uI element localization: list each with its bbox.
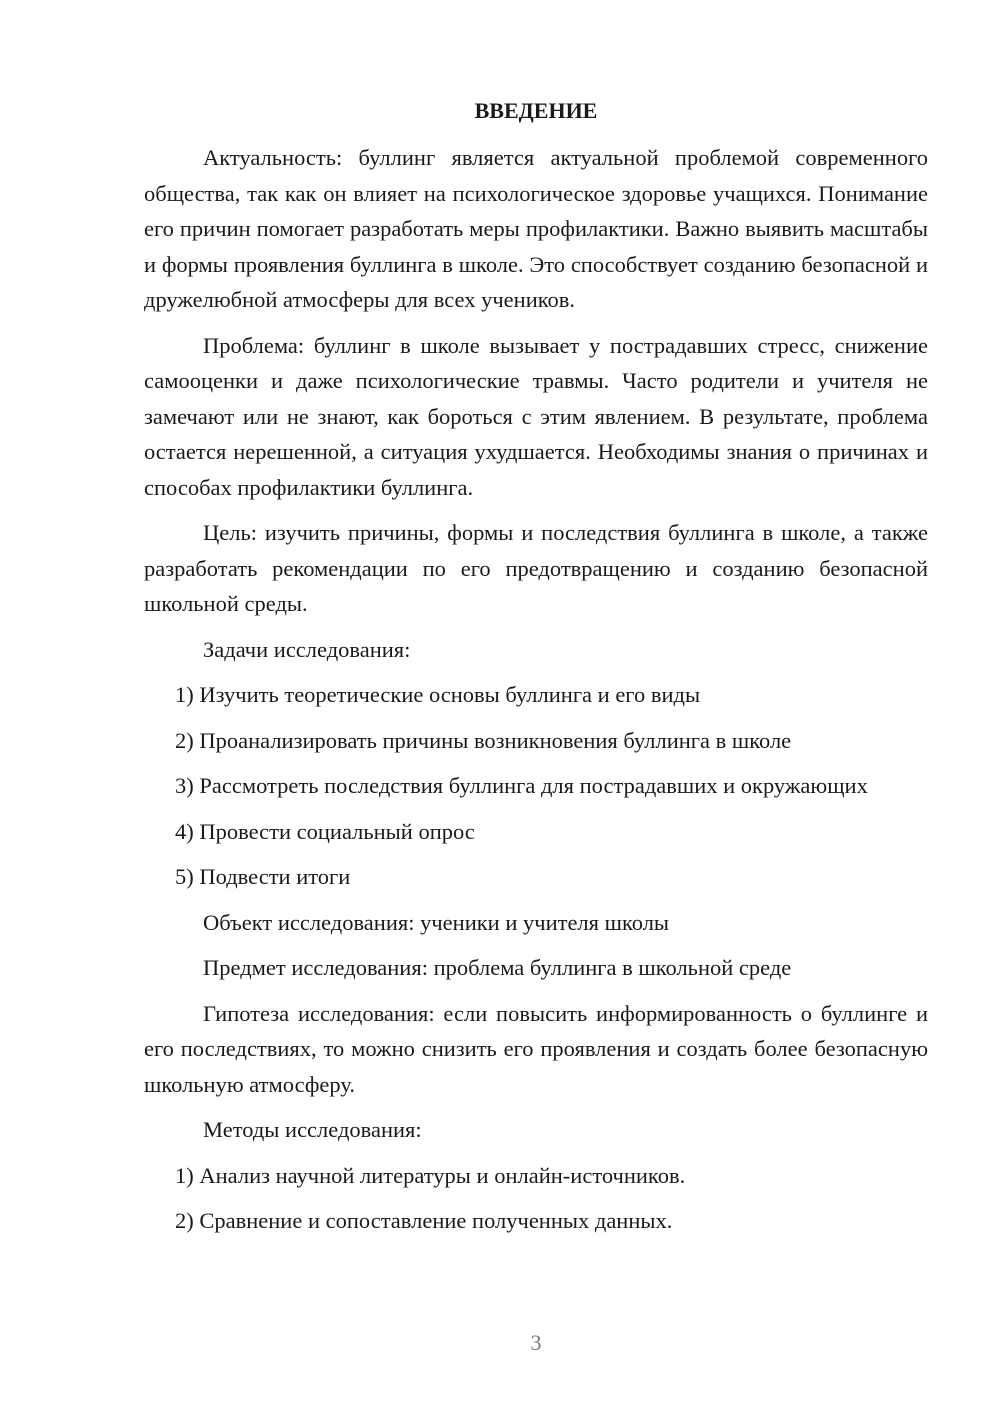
problem-paragraph: Проблема: буллинг в школе вызывает у пострадавших стресс, снижение самооценки и даже психологические травмы. Часто родители и учителя не замечают или не знают, как бороться с этим явлением. В результате, проблема остается нерешенной, а ситуация ухудшается. Необходимы знания о причинах и способах профилактики буллинга.	[144, 332, 928, 500]
methods-heading: Методы исследования:	[203, 1117, 422, 1142]
task-item: 5) Подвести итоги	[175, 864, 351, 889]
goal-paragraph: Цель: изучить причины, формы и последствия буллинга в школе, а также разработать рекомендации по его предотвращению и созданию безопасной школьной среды.	[144, 520, 928, 616]
relevance-paragraph: Актуальность: буллинг является актуальной проблемой современного общества, так как он влияет на психологическое здоровье учащихся. Понимание его причин помогает разработать меры профилактики. Важно выявить масштабы и формы проявления буллинга в школе. Это способствует созданию безопасной и дружелюбной атмосферы для всех учеников.	[144, 145, 928, 312]
method-item: 2) Сравнение и сопоставление полученных данных.	[175, 1208, 673, 1233]
method-item: 1) Анализ научной литературы и онлайн-источников.	[175, 1162, 686, 1188]
task-item: 3) Рассмотреть последствия буллинга для пострадавших и окружающих	[175, 773, 868, 798]
subject-line: Предмет исследования: проблема буллинга в школьной среде	[203, 955, 792, 980]
object-line: Объект исследования: ученики и учителя школы	[203, 909, 670, 935]
document-title: ВВЕДЕНИЕ	[474, 98, 598, 123]
task-item: 2) Проанализировать причины возникновения буллинга в школе	[175, 727, 792, 753]
document-page	[144, 96, 928, 1249]
task-item: 1) Изучить теоретические основы буллинга и его виды	[175, 682, 701, 707]
page-number: 3	[530, 1330, 542, 1355]
hypothesis-paragraph: Гипотеза исследования: если повысить информированность о буллинге и его последствиях, то можно снизить его проявления и создать более безопасную школьную атмосферу.	[144, 1000, 928, 1097]
tasks-heading: Задачи исследования:	[203, 636, 411, 662]
task-item: 4) Провести социальный опрос	[175, 818, 475, 844]
